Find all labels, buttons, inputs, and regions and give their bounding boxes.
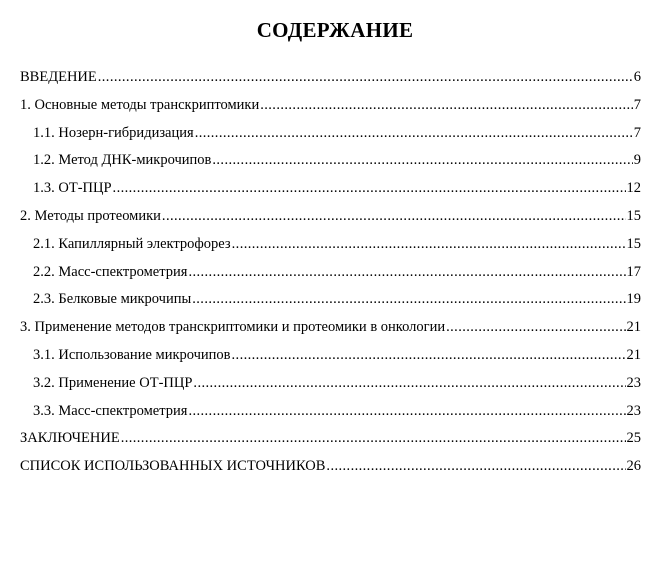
toc-page-number: 23: [626, 374, 641, 391]
toc-entry: [20, 203, 641, 231]
toc-page-number: 7: [633, 96, 641, 113]
page-title: СОДЕРЖАНИЕ: [256, 18, 414, 42]
toc-dot-leader: [121, 425, 626, 453]
toc-entry: [20, 64, 641, 92]
toc-entry: [20, 120, 641, 148]
toc-entry: [20, 425, 641, 453]
toc-page-number: 17: [626, 263, 641, 280]
toc-page-number: 7: [633, 124, 641, 141]
toc-dot-leader: [98, 64, 633, 92]
toc-page-number: 19: [626, 291, 641, 308]
toc-entry: [20, 342, 641, 370]
toc-entry-label: ВВЕДЕНИЕ: [20, 69, 97, 85]
toc-entry-label: 2.2. Масс-спектрометрия: [33, 263, 188, 280]
toc-entry-label: 1.2. Метод ДНК-микрочипов: [33, 152, 212, 169]
toc-page-number: 15: [626, 235, 641, 252]
toc-dot-leader: [162, 203, 626, 231]
table-of-contents: [20, 64, 641, 481]
toc-page-number: 12: [626, 180, 641, 197]
toc-entry-label: СПИСОК ИСПОЛЬЗОВАННЫХ ИСТОЧНИКОВ: [20, 458, 326, 475]
toc-entry: [20, 231, 641, 259]
toc-dot-leader: [212, 147, 632, 175]
toc-entry: [20, 314, 641, 342]
toc-dot-leader: [260, 92, 633, 120]
toc-entry-label: 3. Применение методов транскриптомики и протеомики в онкологии: [20, 319, 446, 336]
toc-entry-label: 2.3. Белковые микрочипы: [33, 291, 192, 308]
toc-entry-label: 2. Методы протеомики: [20, 207, 161, 224]
toc-page-number: 26: [626, 458, 641, 475]
toc-entry-label: 3.3. Масс-спектрометрия: [33, 402, 188, 419]
toc-entry: [20, 92, 641, 120]
toc-dot-leader: [193, 370, 625, 398]
toc-page-number: 21: [626, 346, 641, 363]
toc-entry: [20, 398, 641, 426]
toc-entry-label: 1.1. Нозерн-гибридизация: [33, 124, 194, 141]
toc-entry: [20, 453, 641, 481]
toc-entry: [20, 259, 641, 287]
toc-page-number: 6: [633, 69, 641, 85]
toc-dot-leader: [195, 120, 633, 148]
toc-page-number: 21: [626, 319, 641, 336]
toc-dot-leader: [188, 398, 625, 426]
toc-entry-label: 2.1. Капиллярный электрофорез: [33, 235, 231, 252]
toc-dot-leader: [232, 231, 626, 259]
toc-page-number: 15: [626, 207, 641, 224]
toc-entry-label: 3.1. Использование микрочипов: [33, 346, 231, 363]
toc-entry: [20, 370, 641, 398]
toc-entry: [20, 147, 641, 175]
toc-entry: [20, 175, 641, 203]
toc-page-number: 25: [626, 430, 641, 447]
toc-dot-leader: [188, 259, 625, 287]
toc-page-number: 9: [633, 152, 641, 169]
toc-entry-label: 1.3. ОТ-ПЦР: [33, 180, 112, 197]
toc-entry: [20, 286, 641, 314]
toc-dot-leader: [326, 453, 625, 481]
toc-page-number: 23: [626, 402, 641, 419]
toc-dot-leader: [446, 314, 625, 342]
toc-dot-leader: [192, 286, 625, 314]
toc-dot-leader: [113, 175, 626, 203]
toc-entry-label: 3.2. Применение ОТ-ПЦР: [33, 374, 193, 391]
toc-entry-label: 1. Основные методы транскриптомики: [20, 96, 260, 113]
toc-entry-label: ЗАКЛЮЧЕНИЕ: [20, 430, 120, 447]
toc-dot-leader: [232, 342, 626, 370]
